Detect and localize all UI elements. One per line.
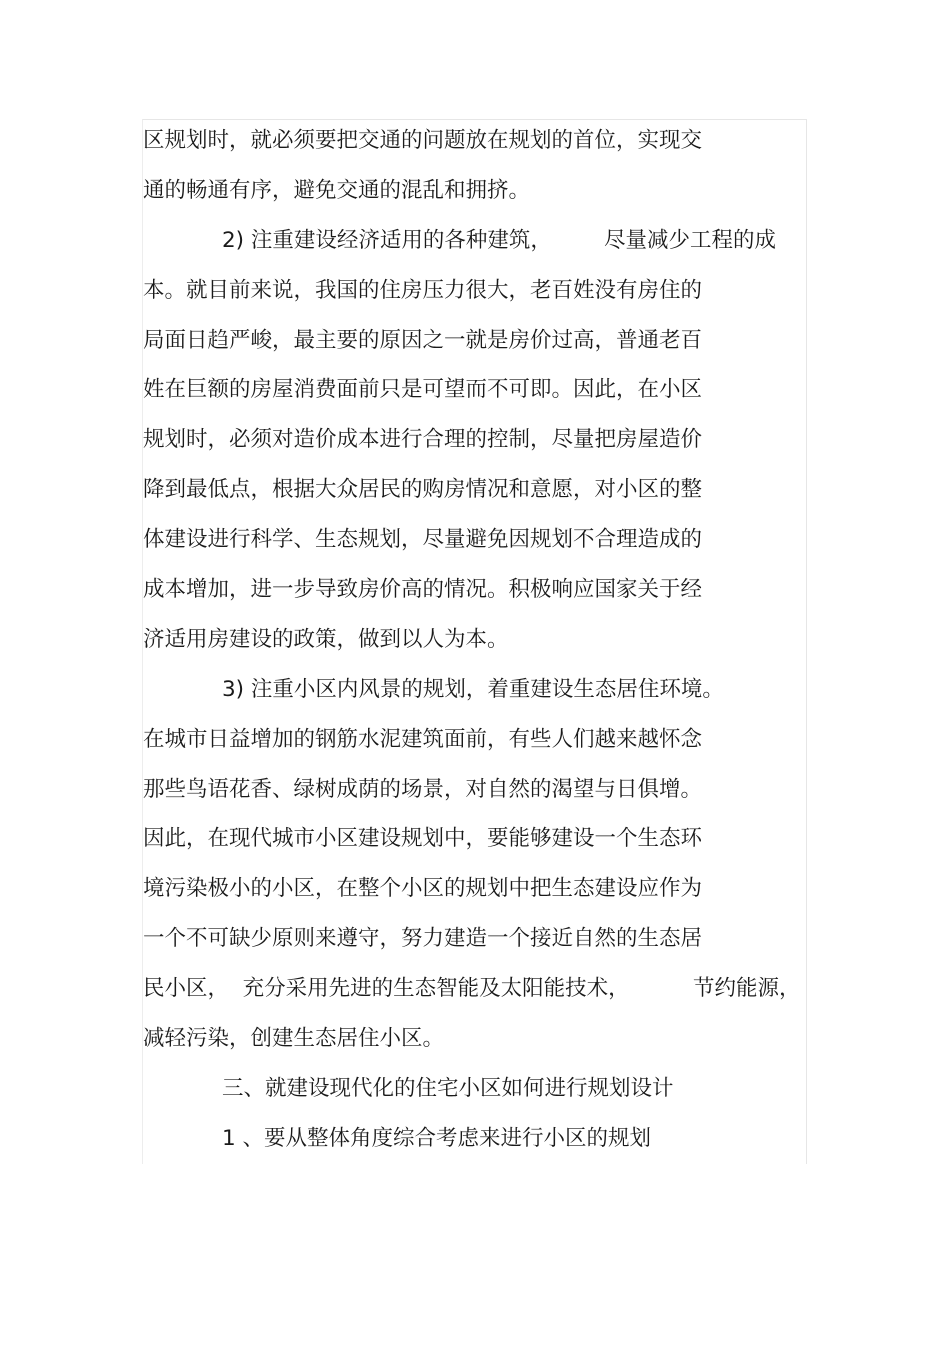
text-line: 2) 注重建设经济适用的各种建筑， (222, 228, 552, 253)
text-line-tail: 尽量减少工程的成 (604, 228, 777, 253)
text-line: 降到最低点，根据大众居民的购房情况和意愿，对小区的整 (143, 477, 703, 502)
text-line: 3) 注重小区内风景的规划，着重建设生态居住环境。 (222, 677, 724, 702)
text-line: 民小区， 充分采用先进的生态智能及太阳能技术， (143, 976, 630, 1001)
text-line: 在城市日益增加的钢筋水泥建筑面前，有些人们越来越怀念 (143, 727, 703, 752)
subsection-heading: 1 、要从整体角度综合考虑来进行小区的规划 (222, 1126, 652, 1151)
text-line: 境污染极小的小区，在整个小区的规划中把生态建设应作为 (143, 876, 703, 901)
section-heading: 三、就建设现代化的住宅小区如何进行规划设计 (222, 1076, 674, 1101)
text-line: 体建设进行科学、生态规划，尽量避免因规划不合理造成的 (143, 527, 703, 552)
text-line: 因此，在现代城市小区建设规划中，要能够建设一个生态环 (143, 826, 703, 851)
text-line: 通的畅通有序，避免交通的混乱和拥挤。 (143, 178, 531, 203)
text-line: 减轻污染，创建生态居住小区。 (143, 1026, 445, 1051)
text-line: 那些鸟语花香、绿树成荫的场景，对自然的渴望与日俱增。 (143, 777, 703, 802)
text-line-tail: 节约能源， (693, 976, 801, 1001)
text-line: 规划时，必须对造价成本进行合理的控制，尽量把房屋造价 (143, 427, 703, 452)
text-line: 姓在巨额的房屋消费面前只是可望而不可即。因此，在小区 (143, 377, 703, 402)
text-line: 本。就目前来说，我国的住房压力很大，老百姓没有房住的 (143, 278, 703, 303)
text-line: 一个不可缺少原则来遵守，努力建造一个接近自然的生态居 (143, 926, 703, 951)
text-line: 区规划时，就必须要把交通的问题放在规划的首位，实现交 (143, 128, 703, 153)
text-line: 成本增加，进一步导致房价高的情况。积极响应国家关于经 (143, 577, 703, 602)
text-line: 济适用房建设的政策，做到以人为本。 (143, 627, 509, 652)
text-line: 局面日趋严峻，最主要的原因之一就是房价过高，普通老百 (143, 328, 703, 353)
